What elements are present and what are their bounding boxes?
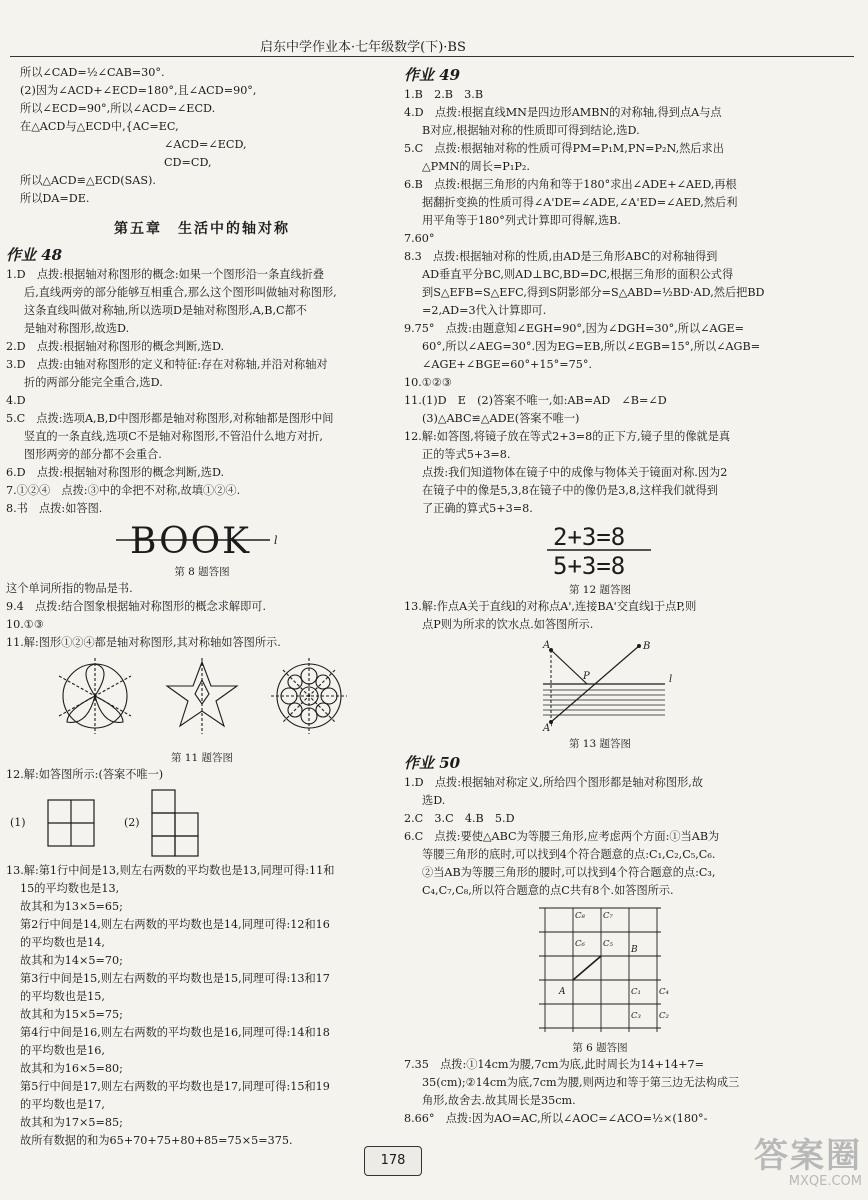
text-line: 60°,所以∠AEG=30°.因为EG=EB,所以∠EGB=15°,所以∠AGB= <box>422 340 761 353</box>
text-line: 2.D 点拨:根据轴对称图形的概念判断,选D. <box>6 340 225 353</box>
text-line: 等腰三角形的底时,可以找到4个符合题意的点:C₁,C₂,C₅,C₆. <box>422 848 716 861</box>
text-line: 35(cm);②14cm为底,7cm为腰,则两边和等于第三边无法构成三 <box>422 1076 740 1089</box>
label-A: A <box>559 987 566 997</box>
grid-label-1: (1) <box>10 816 26 829</box>
text-line: AD垂直平分BC,则AD⊥BC,BD=DC,根据三角形的面积公式得 <box>422 268 734 281</box>
point-B <box>637 644 641 648</box>
label-C3: C₃ <box>631 1011 641 1021</box>
text-line: 到S△EFB=S△EFC,得到S阴影部分=S△ABD=½BD·AD,然后把BD <box>422 286 765 299</box>
grid-figures <box>6 788 226 858</box>
book-line-label: l <box>274 534 278 547</box>
grid-points-figure <box>535 904 669 1036</box>
text-line: 角形,故舍去.故其周长是35cm. <box>422 1094 576 1107</box>
text-line: △PMN的周长=P₁P₂. <box>422 160 530 173</box>
label-A-prime: A' <box>543 723 553 734</box>
text-line: 故所有数据的和为65+70+75+80+85=75×5=375. <box>20 1134 293 1147</box>
figure-star <box>167 658 237 734</box>
figure-caption: 第 11 题答图 <box>170 752 234 764</box>
book-figure <box>112 522 292 560</box>
text-line: 7.35 点拨:①14cm为腰,7cm为底,此时周长为14+14+7= <box>404 1058 705 1071</box>
text-line: 4.D <box>6 394 26 407</box>
text-line: 点P则为所求的饮水点.如答图所示. <box>422 618 594 631</box>
text-line: 7.①②④ 点拨:③中的伞把不对称,故填①②④. <box>6 484 241 497</box>
text-line: 9.4 点拨:结合图象根据轴对称图形的概念求解即可. <box>6 600 267 613</box>
text-line: 故其和为16×5=80; <box>20 1062 123 1075</box>
page-number: 178 <box>364 1146 422 1176</box>
figure-caption: 第 8 题答图 <box>174 566 230 578</box>
text-line: CD=CD, <box>164 156 212 169</box>
watermark-url: MXQE.COM <box>788 1174 862 1189</box>
label-B: B <box>643 641 651 652</box>
text-line: 点拨:我们知道物体在镜子中的成像与物体关于镜面对称.因为2 <box>422 466 728 479</box>
text-line: 故其和为14×5=70; <box>20 954 123 967</box>
text-line: 9.75° 点拨:由题意知∠EGH=90°,因为∠DGH=30°,所以∠AGE= <box>404 322 745 335</box>
text-line: 选D. <box>422 794 446 807</box>
text-line: (2)因为∠ACD+∠ECD=180°,且∠ACD=90°, <box>20 84 257 97</box>
right-column <box>404 64 796 1128</box>
text-line: 6.B 点拨:根据三角形的内角和等于180°求出∠ADE+∠AED,再根 <box>404 178 737 191</box>
text-line: 12.解:如答图所示:(答案不唯一) <box>6 768 164 781</box>
text-line: 所以DA=DE. <box>20 192 90 205</box>
watermark-logo-text: 答案圈 <box>754 1136 862 1176</box>
text-line: 所以∠CAD=½∠CAB=30°. <box>20 66 165 79</box>
text-line: 10.①③ <box>6 618 44 631</box>
text-line: 第3行中间是15,则左右两数的平均数也是15,同理可得:13和17 <box>20 972 330 985</box>
text-line: 8.66° 点拨:因为AO=AC,所以∠AOC=∠ACO=½×(180°- <box>404 1112 708 1125</box>
water-point-figure <box>515 638 685 732</box>
text-line: 折的两部分能完全重合,选D. <box>24 376 163 389</box>
text-line: ∠AGE+∠BGE=60°+15°=75°. <box>422 358 593 371</box>
label-C1: C₁ <box>631 987 641 997</box>
text-line: 据翻折变换的性质可得∠A'DE=∠ADE,∠A'ED=∠AED,然后利 <box>422 196 738 209</box>
text-line: 第2行中间是14,则左右两数的平均数也是14,同理可得:12和16 <box>20 918 330 931</box>
text-line: 第4行中间是16,则左右两数的平均数也是16,同理可得:14和18 <box>20 1026 330 1039</box>
text-line: 6.C 点拨:要使△ABC为等腰三角形,应考虑两个方面:①当AB为 <box>404 830 720 843</box>
text-line: 的平均数也是14, <box>20 936 105 949</box>
label-C5: C₅ <box>603 939 613 949</box>
text-line: 13.解:第1行中间是13,则左右两数的平均数也是13,同理可得:11和 <box>6 864 335 877</box>
text-line: 的平均数也是17, <box>20 1098 105 1111</box>
segment-AB <box>573 956 601 980</box>
text-line: 图形两旁的部分都不会重合. <box>24 448 162 461</box>
text-line: 11.(1)D E (2)答案不唯一,如:AB=AD ∠B=∠D <box>404 394 667 407</box>
text-line: 5.C 点拨:选项A,B,D中图形都是轴对称图形,对称轴都是图形中间 <box>6 412 334 425</box>
text-line: 故其和为17×5=85; <box>20 1116 123 1129</box>
mirror-equation-figure <box>545 522 655 578</box>
text-line: ②当AB为等腰三角形的腰时,可以找到4个符合题意的点:C₃, <box>422 866 716 879</box>
square-grid <box>539 908 661 1032</box>
text-line: 1.B 2.B 3.B <box>404 88 484 101</box>
text-line: 4.D 点拨:根据直线MN是四边形AMBN的对称轴,得到点A与点 <box>404 106 722 119</box>
water-hatching <box>543 690 665 715</box>
hw49-title: 作业 49 <box>404 66 461 84</box>
text-line: 竖直的一条直线,选项C不是轴对称图形,不管沿什么地方对折, <box>24 430 323 443</box>
text-line: 1.D 点拨:根据轴对称定义,所给四个图形都是轴对称图形,故 <box>404 776 704 789</box>
segment-AP <box>551 650 587 684</box>
text-line: 2.C 3.C 4.B 5.D <box>404 812 515 825</box>
text-line: 所以∠ECD=90°,所以∠ACD=∠ECD. <box>20 102 216 115</box>
label-C4: C₄ <box>659 987 669 997</box>
running-header: 启东中学作业本·七年级数学(下)·BS <box>260 40 466 55</box>
label-C2: C₂ <box>659 1011 669 1021</box>
text-line: 用平角等于180°列式计算即可得解,选B. <box>422 214 621 227</box>
text-line: 6.D 点拨:根据轴对称图形的概念判断,选D. <box>6 466 225 479</box>
label-l: l <box>669 674 673 685</box>
text-line: =2,AD=3代入计算即可. <box>422 304 547 317</box>
text-line: 后,直线两旁的部分能够互相重合,那么这个图形叫做轴对称图形, <box>24 286 337 299</box>
watermark-logo <box>754 1138 862 1190</box>
figure-circle-petals <box>59 658 131 734</box>
text-line: 在△ACD与△ECD中,{AC=EC, <box>20 120 179 133</box>
text-line: 这条直线叫做对称轴,所以选项D是轴对称图形,A,B,C都不 <box>24 304 307 317</box>
hw50-title: 作业 50 <box>404 754 461 772</box>
text-line: 这个单词所指的物品是书. <box>6 582 133 595</box>
grid-figure-2 <box>152 790 198 856</box>
equation-original: 2+3=8 <box>553 523 626 551</box>
left-column <box>6 64 398 1150</box>
figure-caption: 第 6 题答图 <box>572 1042 628 1054</box>
text-line: 3.D 点拨:由轴对称图形的定义和特征:存在对称轴,并沿对称轴对 <box>6 358 328 371</box>
text-line: B对应,根据轴对称的性质即可得到结论,选D. <box>422 124 640 137</box>
label-C8: C₈ <box>575 911 585 921</box>
text-line: 13.解:作点A关于直线l的对称点A',连接BA'交直线l于点P,则 <box>404 600 697 613</box>
text-line: 是轴对称图形,故选D. <box>24 322 130 335</box>
text-line: 7.60° <box>404 232 435 245</box>
label-A: A <box>543 640 551 651</box>
text-line: 11.解:图形①②④都是轴对称图形,其对称轴如答图所示. <box>6 636 281 649</box>
chapter-title: 第五章 生活中的轴对称 <box>114 221 290 237</box>
grid-figure-1 <box>48 800 94 846</box>
text-line: 所以△ACD≌△ECD(SAS). <box>20 174 156 187</box>
text-line: 15的平均数也是13, <box>20 882 120 895</box>
text-line: 5.C 点拨:根据轴对称的性质可得PM=P₁M,PN=P₂N,然后求出 <box>404 142 724 155</box>
header-rule <box>10 56 854 57</box>
text-line: ∠ACD=∠ECD, <box>164 138 247 151</box>
label-C7: C₇ <box>603 911 613 921</box>
text-line: C₄,C₇,C₈,所以符合题意的点C共有8个.如答图所示. <box>422 884 674 897</box>
text-line: 正的等式5+3=8. <box>422 448 511 461</box>
symmetry-figures <box>47 656 357 736</box>
text-line: 12.解:如答图,将镜子放在等式2+3=8的正下方,镜子里的像就是真 <box>404 430 731 443</box>
figure-caption: 第 12 题答图 <box>568 584 632 596</box>
grid-label-2: (2) <box>124 816 140 829</box>
text-line: 8.书 点拨:如答图. <box>6 502 103 515</box>
text-line: 的平均数也是15, <box>20 990 105 1003</box>
text-line: 在镜子中的像是5,3,8在镜子中的像仍是3,8,这样我们就得到 <box>422 484 718 497</box>
text-line: 8.3 点拨:根据轴对称的性质,由AD是三角形ABC的对称轴得到 <box>404 250 718 263</box>
text-line: 的平均数也是16, <box>20 1044 105 1057</box>
text-line: 第5行中间是17,则左右两数的平均数也是17,同理可得:15和19 <box>20 1080 330 1093</box>
text-line: 故其和为15×5=75; <box>20 1008 123 1021</box>
text-line: 10.①②③ <box>404 376 452 389</box>
equation-reflected: 5+3=8 <box>553 552 626 580</box>
label-C6: C₆ <box>575 939 585 949</box>
text-line: 了正确的算式5+3=8. <box>422 502 533 515</box>
book-word: BOOK <box>130 521 252 562</box>
figure-caption: 第 13 题答图 <box>568 738 632 750</box>
figure-flower-circle <box>271 658 347 734</box>
text-line: (3)△ABC≌△ADE(答案不唯一) <box>422 412 580 425</box>
label-P: P <box>583 671 590 682</box>
text-line: 1.D 点拨:根据轴对称图形的概念:如果一个图形沿一条直线折叠 <box>6 268 325 281</box>
hw48-title: 作业 48 <box>6 246 63 264</box>
text-line: 故其和为13×5=65; <box>20 900 123 913</box>
label-B: B <box>631 945 638 955</box>
